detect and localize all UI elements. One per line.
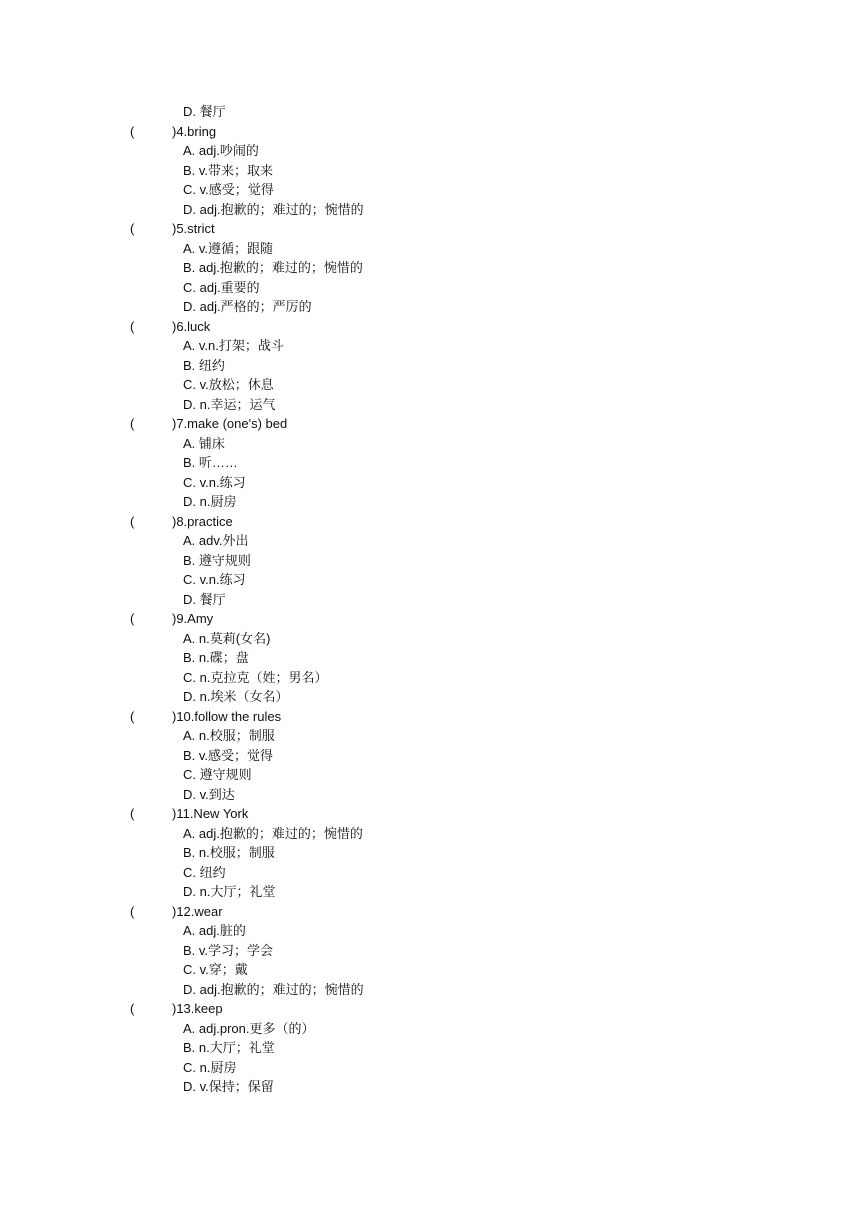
question-stem [0,317,860,337]
option-d: D. n.大厅；礼堂 [183,884,276,899]
question-word: )13.keep [172,1001,223,1016]
option-a: A. adj.吵闹的 [183,143,259,158]
answer-paren: ( [130,806,135,821]
question-stem [0,414,860,434]
option-b: B. v.带来；取来 [183,162,274,178]
question-block [0,317,860,415]
option-a: A. v.n.打架；战斗 [183,338,284,353]
option-d: D. n.幸运；运气 [183,396,276,412]
question-block [0,219,860,317]
question-stem [0,902,860,922]
option-a: A. adj.脏的 [183,923,246,938]
option-d: D. v.到达 [183,786,235,802]
option-b: B. n.大厅；礼堂 [183,1040,275,1055]
question-word: )12.wear [172,903,223,919]
question-stem [0,804,860,824]
question-word: )9.Amy [172,611,214,626]
question-word: )5.strict [172,221,215,236]
answer-paren: ( [130,416,135,431]
option-b: B. 纽约 [183,357,225,373]
question-word: )11.New York [172,806,249,821]
option-c: C. v.感受；觉得 [183,182,274,197]
answer-paren: ( [130,513,135,529]
option-b: B. adj.抱歉的；难过的；惋惜的 [183,260,363,275]
question-block [0,804,860,902]
question-word: )4.bring [172,123,217,139]
option-d: D. adj.抱歉的；难过的；惋惜的 [183,981,364,997]
question-stem [0,999,860,1019]
answer-paren: ( [130,903,135,919]
option-d: D. adj.严格的；严厉的 [183,299,312,314]
option-d: D. adj.抱歉的；难过的；惋惜的 [183,201,364,217]
question-block [0,414,860,512]
answer-paren: ( [130,123,135,139]
option-line: D. 餐厅 [183,104,226,119]
question-block [0,122,860,220]
worksheet-page [0,102,860,1097]
question-stem [0,122,860,142]
option-a: A. v.遵循；跟随 [183,240,274,256]
option-a: A. n.莫莉(女名) [183,630,271,646]
option-d: D. n.埃米（女名） [183,689,289,704]
question-word: )10.follow the rules [172,708,282,724]
option-c: C. v.n.练习 [183,474,246,490]
option-c: C. v.放松；休息 [183,377,274,392]
question-block [0,609,860,707]
option-a: A. adj.抱歉的；难过的；惋惜的 [183,825,363,841]
question-word: )8.practice [172,513,233,529]
option-a: A. adj.pron.更多（的） [183,1020,315,1036]
answer-paren: ( [130,611,135,626]
answer-paren: ( [130,1001,135,1016]
option-a: A. adv.外出 [183,533,249,548]
question-block [0,999,860,1097]
option-b: B. n.校服；制服 [183,845,275,860]
option-c: C. v.穿；戴 [183,962,248,977]
option-c: C. adj.重要的 [183,279,260,295]
answer-paren: ( [130,318,135,334]
option-b: B. 遵守规则 [183,552,251,568]
option-c: C. 遵守规则 [183,767,252,782]
option-c: C. n.克拉克（姓；男名） [183,669,328,685]
question-word: )6.luck [172,318,211,334]
option-c: C. n.厨房 [183,1059,237,1075]
option-d: D. n.厨房 [183,494,237,509]
question-block [0,707,860,805]
question-stem [0,609,860,629]
option-a: A. 铺床 [183,435,225,451]
option-a: A. n.校服；制服 [183,728,275,743]
option-d: D. v.保持；保留 [183,1079,274,1094]
question-stem [0,512,860,532]
question-block [0,512,860,610]
option-b: B. 听…… [183,455,238,470]
question-stem [0,707,860,727]
option-b: B. v.学习；学会 [183,942,274,958]
option-b: B. n.碟；盘 [183,650,249,665]
option-c: C. 纽约 [183,864,226,880]
option-b: B. v.感受；觉得 [183,747,274,763]
answer-paren: ( [130,708,135,724]
answer-paren: ( [130,221,135,236]
question-word: )7.make (one's) bed [172,416,288,431]
question-stem [0,219,860,239]
question-block [0,902,860,1000]
option-d: D. 餐厅 [183,591,226,607]
option-c: C. v.n.练习 [183,572,246,587]
